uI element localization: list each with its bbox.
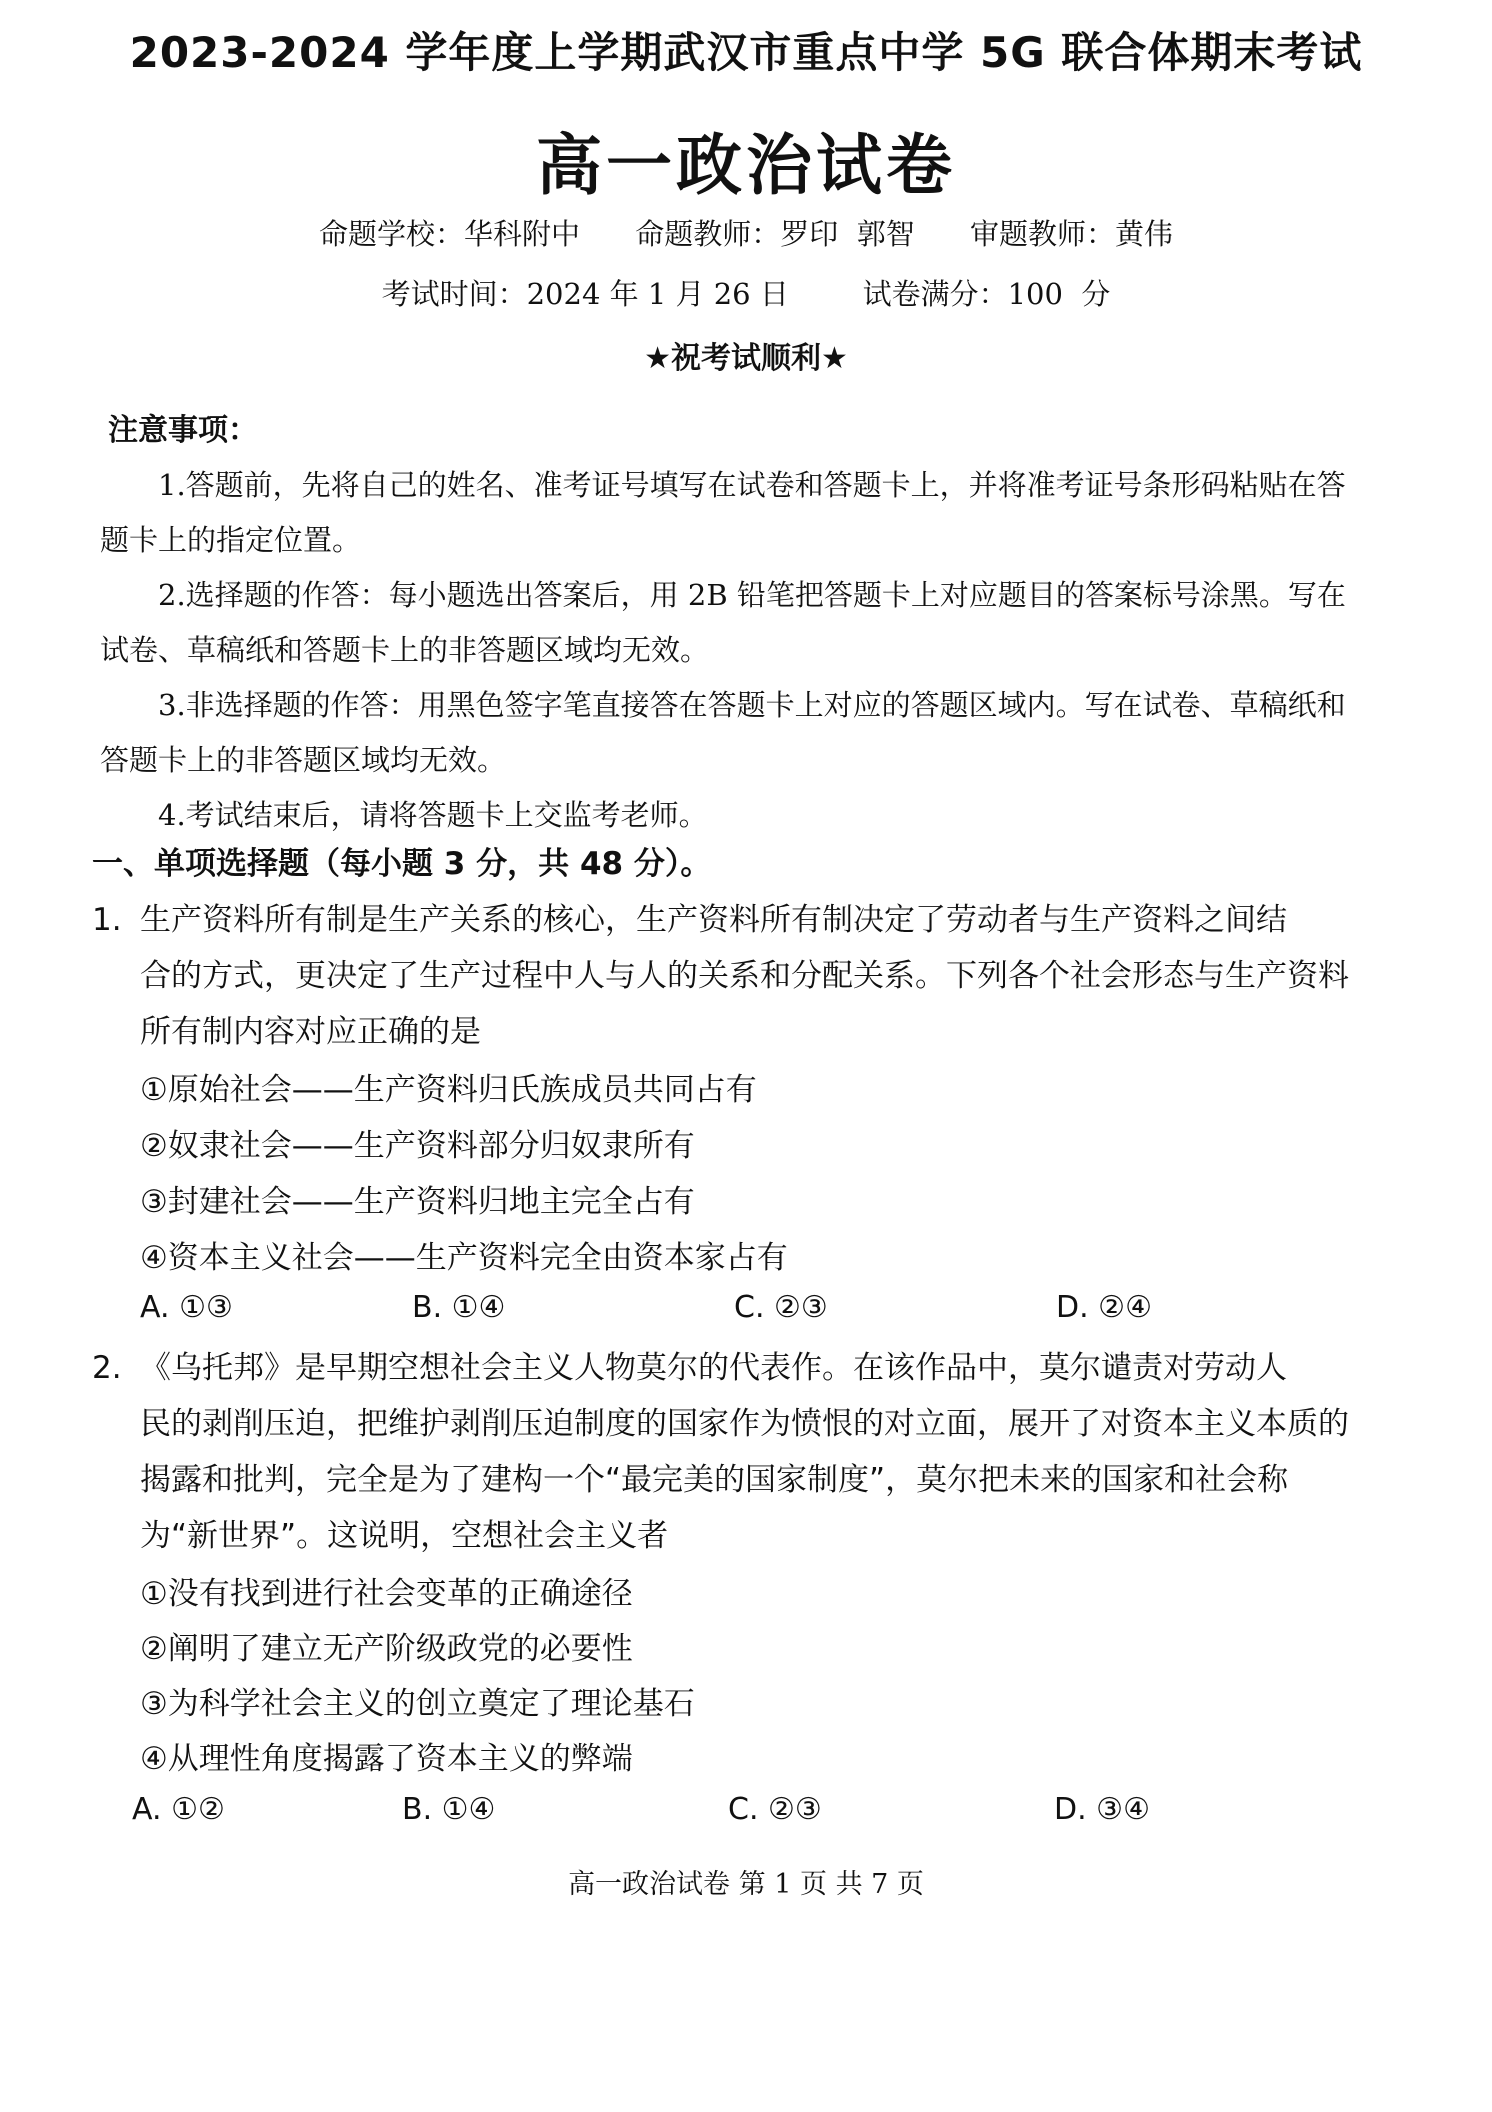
question-2-option: ④从理性角度揭露了资本主义的弊端 — [140, 1741, 633, 1777]
question-stem-continued: 民的剥削压迫，把维护剥削压迫制度的国家作为愤恨的对立面，展开了对资本主义本质的揭露和批判，完全是为了建构一个“最完美的国家制度”，莫尔把未来的国家和社会称为“新世界”。这说明，空想社会主义者 — [140, 1406, 1349, 1554]
question-1-choice-b: B. ①④ — [412, 1290, 506, 1325]
question-2-option: ②阐明了建立无产阶级政党的必要性 — [140, 1631, 633, 1667]
question-2-choice-a: A. ①② — [132, 1792, 225, 1827]
question-2-choice-d: D. ③④ — [1054, 1792, 1150, 1827]
subject-title: 高一政治试卷 — [536, 127, 956, 204]
question-1-choice-a: A. ①③ — [140, 1290, 233, 1325]
question-2-option: ①没有找到进行社会变革的正确途径 — [140, 1576, 633, 1612]
question-2-choice-c: C. ②③ — [728, 1792, 822, 1827]
question-1-stem — [92, 892, 1352, 1060]
question-2-option: ③为科学社会主义的创立奠定了理论基石 — [140, 1686, 695, 1722]
page-footer: 高一政治试卷 第 1 页 共 7 页 — [568, 1869, 924, 1900]
exam-time-info: 考试时间：2024 年 1 月 26 日 试卷满分：100 分 — [381, 277, 1111, 311]
question-1-option: ①原始社会——生产资料归氏族成员共同占有 — [140, 1072, 757, 1108]
notice-item: 1.答题前，先将自己的姓名、准考证号填写在试卷和答题卡上，并将准考证号条形码粘贴在答题卡上的指定位置。 — [100, 468, 1346, 557]
question-number: 2. — [92, 1350, 122, 1386]
question-2-choice-b: B. ①④ — [402, 1792, 496, 1827]
question-1-choice-c: C. ②③ — [734, 1290, 828, 1325]
question-stem-first-line: 生产资料所有制是生产关系的核心，生产资料所有制决定了劳动者与生产资料之间结 — [140, 902, 1287, 938]
question-1-option: ③封建社会——生产资料归地主完全占有 — [140, 1184, 695, 1220]
question-number: 1. — [92, 902, 122, 938]
question-2-stem — [92, 1340, 1352, 1564]
notice-heading: 注意事项： — [108, 413, 258, 448]
notice-item: 2.选择题的作答：每小题选出答案后，用 2B 铅笔把答题卡上对应题目的答案标号涂黑。写在试卷、草稿纸和答题卡上的非答题区域均无效。 — [100, 578, 1346, 667]
question-1-option: ④资本主义社会——生产资料完全由资本家占有 — [140, 1240, 788, 1276]
notice-item: 4.考试结束后，请将答题卡上交监考老师。 — [158, 798, 708, 832]
section-title: 一、单项选择题（每小题 3 分，共 48 分）。 — [92, 846, 712, 882]
question-stem-continued: 合的方式，更决定了生产过程中人与人的关系和分配关系。下列各个社会形态与生产资料所有制内容对应正确的是 — [140, 958, 1349, 1050]
notice-item: 3.非选择题的作答：用黑色签字笔直接答在答题卡上对应的答题区域内。写在试卷、草稿纸和答题卡上的非答题区域均无效。 — [100, 688, 1346, 777]
exam-title: 2023-2024 学年度上学期武汉市重点中学 5G 联合体期末考试 — [129, 28, 1363, 77]
question-stem-first-line: 《乌托邦》是早期空想社会主义人物莫尔的代表作。在该作品中，莫尔谴责对劳动人 — [140, 1350, 1287, 1386]
question-1-choice-d: D. ②④ — [1056, 1290, 1152, 1325]
question-1-option: ②奴隶社会——生产资料部分归奴隶所有 — [140, 1128, 695, 1164]
author-info: 命题学校：华科附中 命题教师：罗印 郭智 审题教师：黄伟 — [318, 217, 1174, 251]
good-luck-banner: ★祝考试顺利★ — [644, 341, 848, 376]
